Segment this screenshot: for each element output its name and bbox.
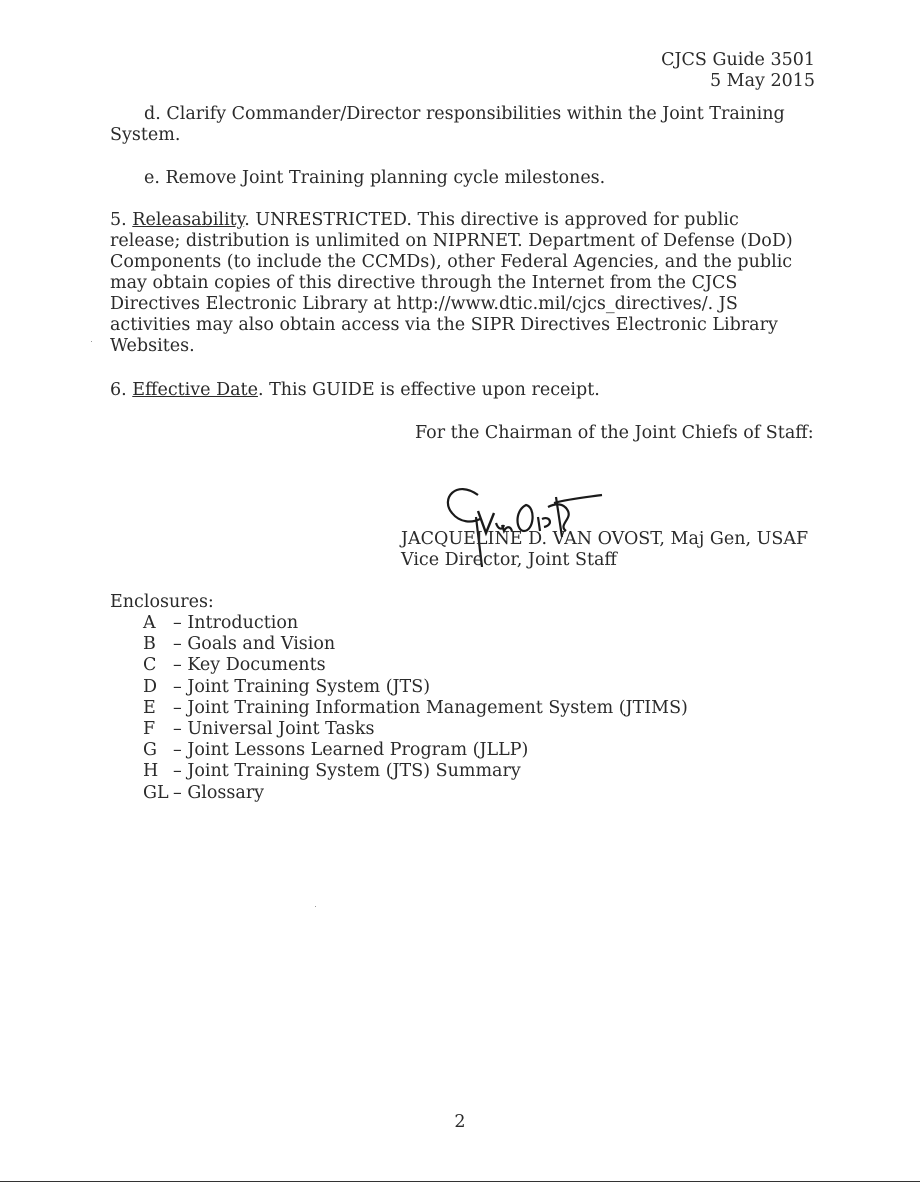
- enclosure-item: [143, 655, 688, 676]
- enclosure-letter: GL: [143, 782, 169, 803]
- enclosure-item: [143, 761, 688, 782]
- enclosure-title: – Key Documents: [173, 655, 326, 676]
- signature-block: [401, 529, 808, 571]
- enclosure-title: – Glossary: [173, 782, 265, 803]
- enclosure-item: [143, 783, 688, 804]
- item-e-text: Remove Joint Training planning cycle milestones.: [165, 168, 606, 188]
- item-e-label: e.: [144, 168, 160, 188]
- enclosure-title: – Joint Training System (JTS) Summary: [173, 761, 521, 782]
- enclosure-title: – Goals and Vision: [173, 634, 336, 655]
- signatory-name: JACQUELINE D. VAN OVOST, Maj Gen, USAF: [401, 529, 809, 549]
- footer-rule: [0, 1181, 920, 1182]
- page-number: 2: [454, 1112, 466, 1132]
- scan-speck: [91, 341, 92, 342]
- section-6-body: . This GUIDE is effective upon receipt.: [257, 380, 600, 400]
- enclosure-letter: H: [143, 761, 159, 782]
- enclosure-title: – Universal Joint Tasks: [173, 718, 375, 739]
- enclosure-letter: B: [143, 634, 156, 655]
- section-5-releasability: [110, 210, 810, 357]
- enclosure-letter: C: [143, 655, 157, 676]
- enclosure-title: – Joint Lessons Learned Program (JLLP): [173, 740, 529, 761]
- signatory-title: Vice Director, Joint Staff: [401, 550, 617, 570]
- document-header: [661, 50, 815, 92]
- enclosure-letter: D: [143, 676, 158, 697]
- enclosure-item: [143, 634, 688, 655]
- section-5-number: 5.: [110, 210, 127, 230]
- enclosure-letter: G: [143, 740, 157, 761]
- enclosures-heading: Enclosures:: [110, 592, 214, 612]
- section-6-effective-date: [110, 380, 810, 401]
- enclosure-title: – Introduction: [173, 613, 299, 633]
- signature-for-line: For the Chairman of the Joint Chiefs of Staff:: [415, 423, 814, 443]
- scan-speck: [315, 906, 316, 907]
- enclosure-title: – Joint Training System (JTS): [173, 676, 431, 697]
- item-e: [110, 168, 810, 189]
- enclosure-item: [143, 740, 688, 761]
- doc-id: CJCS Guide 3501: [661, 50, 815, 70]
- enclosure-title: – Joint Training Information Management System (JTIMS): [173, 697, 688, 718]
- enclosures-list: [143, 613, 688, 804]
- enclosure-item: [143, 613, 688, 634]
- enclosure-item: [143, 719, 688, 740]
- enclosure-letter: E: [143, 697, 156, 718]
- doc-date: 5 May 2015: [709, 71, 815, 91]
- item-d-text: Clarify Commander/Director responsibilities within the Joint Training System.: [110, 104, 785, 145]
- item-d: [110, 104, 810, 146]
- enclosure-letter: A: [143, 613, 156, 633]
- enclosure-item: [143, 677, 688, 698]
- enclosure-letter: F: [143, 718, 156, 739]
- enclosure-item: [143, 698, 688, 719]
- section-5-body: . UNRESTRICTED. This directive is approved for public release; distribution is unlimited on NIPRNET. Department of Defense (DoD) Components (to include the CCMDs), other Federal Agencies, and the public may obtain copies of this directive through the Internet from the CJCS Directives Electronic Library at http://www.dtic.mil/cjcs_directives/. JS activities may also obtain access via the SIPR Directives Electronic Library Websites.: [110, 210, 793, 356]
- item-d-label: d.: [144, 104, 161, 124]
- section-5-title: Releasability: [132, 210, 245, 230]
- section-6-title: Effective Date: [132, 380, 258, 400]
- section-6-number: 6.: [110, 380, 127, 400]
